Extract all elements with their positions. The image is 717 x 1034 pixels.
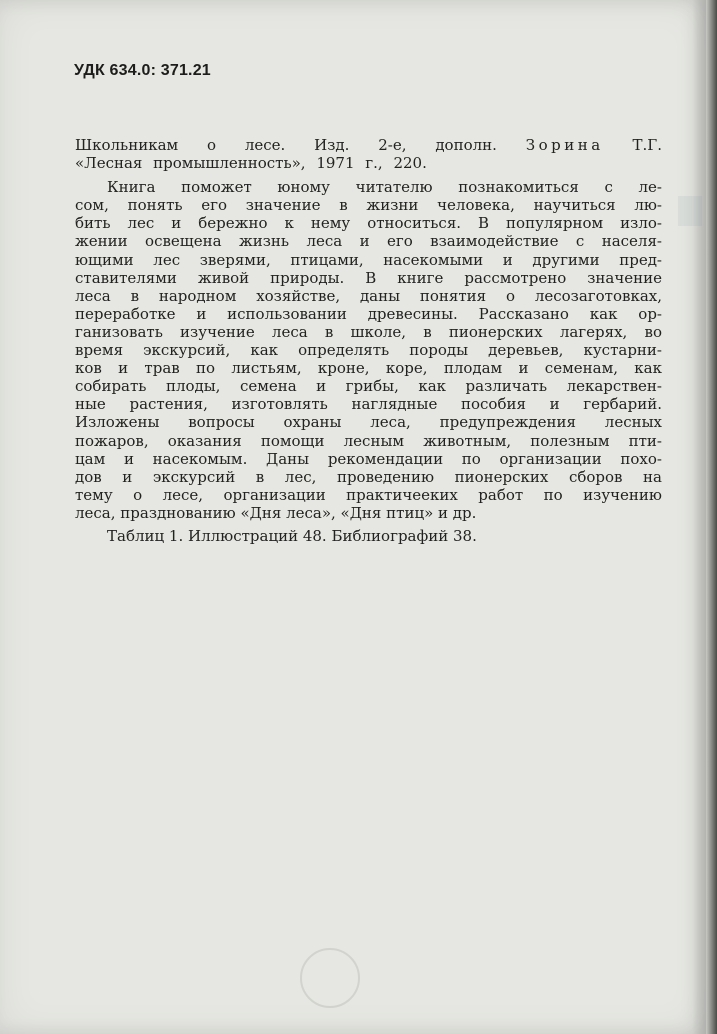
bibliographic-entry: [75, 136, 662, 172]
abstract-line: леса в народном хозяйстве, даны понятия о лесозаготовках,: [75, 286, 662, 305]
bibliographic-line-1: [75, 136, 662, 154]
abstract-line: ганизовать изучение леса в школе, в пионерских лагерях, во: [75, 322, 662, 341]
abstract-line: жении освещена жизнь леса и его взаимодействие с населя-: [75, 232, 662, 251]
abstract-line: время экскурсий, как определять породы деревьев, кустарни-: [75, 341, 662, 360]
abstract-line: тему о лесе, организации практичееких работ по изучению: [75, 485, 662, 504]
abstract-line: ные растения, изготовлять наглядные пособия и гербарий.: [75, 395, 662, 414]
abstract-line: Книга поможет юному читателю познакомиться с ле-: [107, 178, 662, 197]
page-edge: [706, 0, 717, 1034]
abstract-line: сом, понять его значение в жизни человека, научиться лю-: [75, 196, 662, 215]
author-surname: Зорина: [525, 136, 604, 154]
abstract-line: пожаров, оказания помощи лесным животным, полезным пти-: [75, 431, 662, 450]
udk-code: УДК 634.0: 371.21: [74, 62, 211, 79]
abstract-line: ющими лес зверями, птицами, насекомыми и другими пред-: [75, 250, 662, 269]
stats-line: Таблиц 1. Иллюстраций 48. Библиографий 38.: [107, 526, 477, 545]
show-through-seal: [300, 948, 360, 1008]
abstract-line: собирать плоды, семена и грибы, как различать лекарствен-: [75, 377, 662, 396]
abstract-line: леса, празднованию «Дня леса», «Дня птиц» и др.: [75, 503, 477, 522]
abstract-line: дов и экскурсий в лес, проведению пионерских сборов на: [75, 467, 662, 486]
abstract-line: бить лес и бережно к нему относиться. В популярном изло-: [75, 214, 662, 233]
abstract-line: цам и насекомым. Даны рекомендации по организации похо-: [75, 449, 662, 468]
author-initials: Т.Г.: [632, 136, 662, 154]
abstract-line: ставителями живой природы. В книге рассмотрено значение: [75, 268, 662, 287]
abstract-line: Изложены вопросы охраны леса, предупреждения лесных: [75, 413, 662, 432]
book-title-edition: Школьникам о лесе. Изд. 2-е, дополн.: [75, 136, 497, 154]
abstract-paragraph: [75, 178, 662, 522]
show-through-mark-side: [678, 196, 702, 226]
abstract-line: переработке и использовании древесины. Рассказано как ор-: [75, 304, 662, 323]
bibliographic-line-2: «Лесная промышленность», 1971 г., 220.: [75, 154, 427, 173]
annotation-block: [75, 136, 662, 545]
abstract-line: ков и трав по листьям, кроне, коре, плодам и семенам, как: [75, 359, 662, 378]
